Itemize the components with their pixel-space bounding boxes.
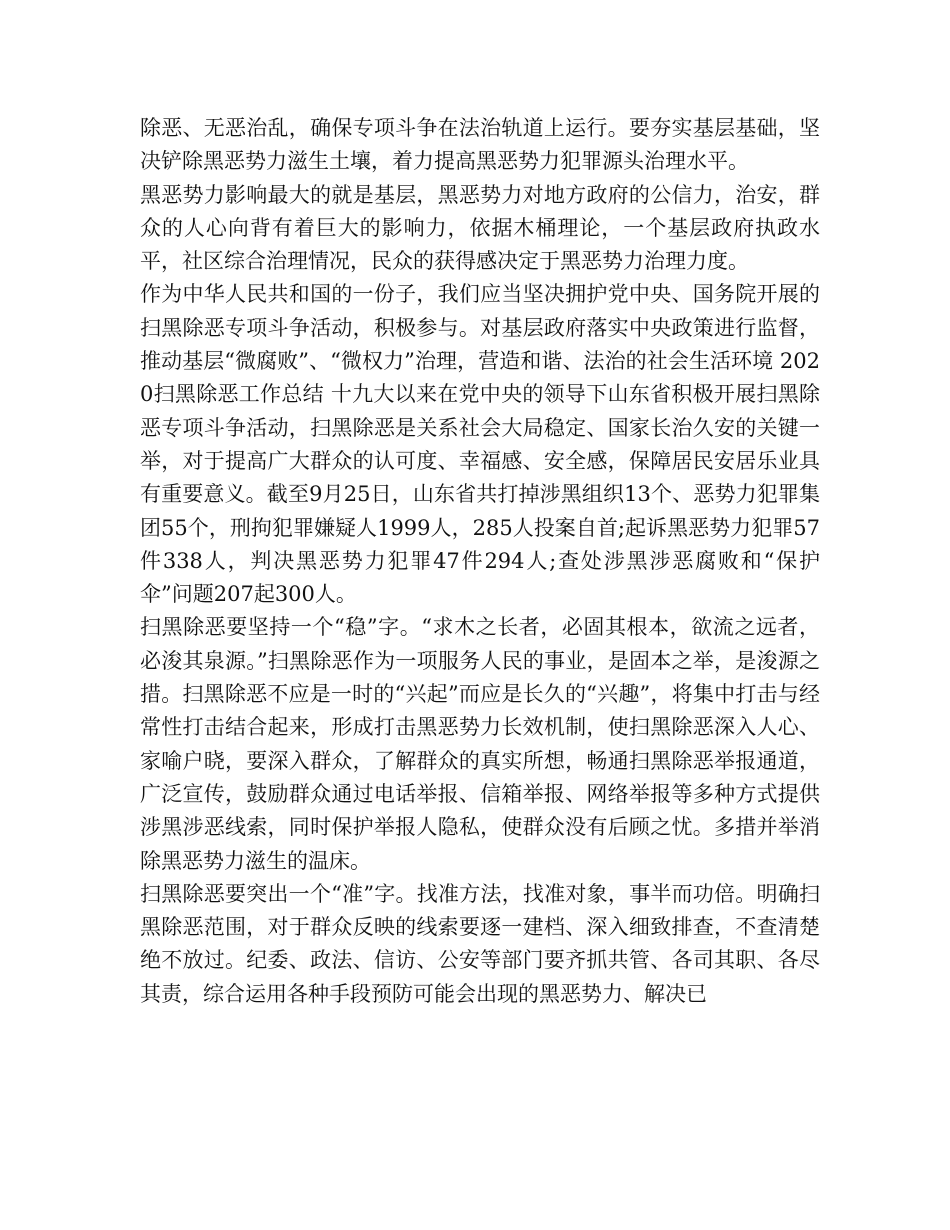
paragraph-5: 扫黑除恶要突出一个“准”字。找准方法，找准对象，事半而功倍。明确扫黑除恶范围，对于群众反映的线索要逐一建档、深入细致排查，不查清楚绝不放过。纪委、政法、信访、公安等部门要齐抓共管、各司其职、各尽其责，综合运用各种手段预防可能会出现的黑恶势力、解决已 [140,881,820,1006]
paragraph-3: 作为中华人民共和国的一份子，我们应当坚决拥护党中央、国务院开展的扫黑除恶专项斗争活动，积极参与。对基层政府落实中央政策进行监督，推动基层“微腐败”、“微权力”治理，营造和谐、法治的社会生活环境 2020扫黑除恶工作总结 十九大以来在党中央的领导下山东省积极开展扫黑除恶专项斗争活动，扫黑除恶是关系社会大局稳定、国家长治久安的关键一举，对于提高广大群众的认可度、幸福感、安全感，保障居民安居乐业具有重要意义。截至9月25日，山东省共打掉涉黑组织13个、恶势力犯罪集团55个，刑拘犯罪嫌疑人1999人，285人投案自首;起诉黑恶势力犯罪57件338人，判决黑恶势力犯罪47件294人;查处涉黑涉恶腐败和“保护伞”问题207起300人。 [140,282,820,607]
paragraph-1: 除恶、无恶治乱，确保专项斗争在法治轨道上运行。要夯实基层基础，坚决铲除黑恶势力滋生土壤，着力提高黑恶势力犯罪源头治理水平。 [140,116,820,174]
paragraph-2: 黑恶势力影响最大的就是基层，黑恶势力对地方政府的公信力，治安，群众的人心向背有着巨大的影响力，依据木桶理论，一个基层政府执政水平，社区综合治理情况，民众的获得感决定于黑恶势力治理力度。 [140,182,820,274]
paragraph-4: 扫黑除恶要坚持一个“稳”字。“求木之长者，必固其根本，欲流之远者，必浚其泉源。”扫黑除恶作为一项服务人民的事业，是固本之举，是浚源之措。扫黑除恶不应是一时的“兴起”而应是长久的“兴趣”，将集中打击与经常性打击结合起来，形成打击黑恶势力长效机制，使扫黑除恶深入人心、家喻户晓，要深入群众，了解群众的真实所想，畅通扫黑除恶举报通道，广泛宣传，鼓励群众通过电话举报、信箱举报、网络举报等多种方式提供涉黑涉恶线索，同时保护举报人隐私，使群众没有后顾之忧。多措并举消除黑恶势力滋生的温床。 [140,615,820,873]
body-text [140,112,820,1011]
